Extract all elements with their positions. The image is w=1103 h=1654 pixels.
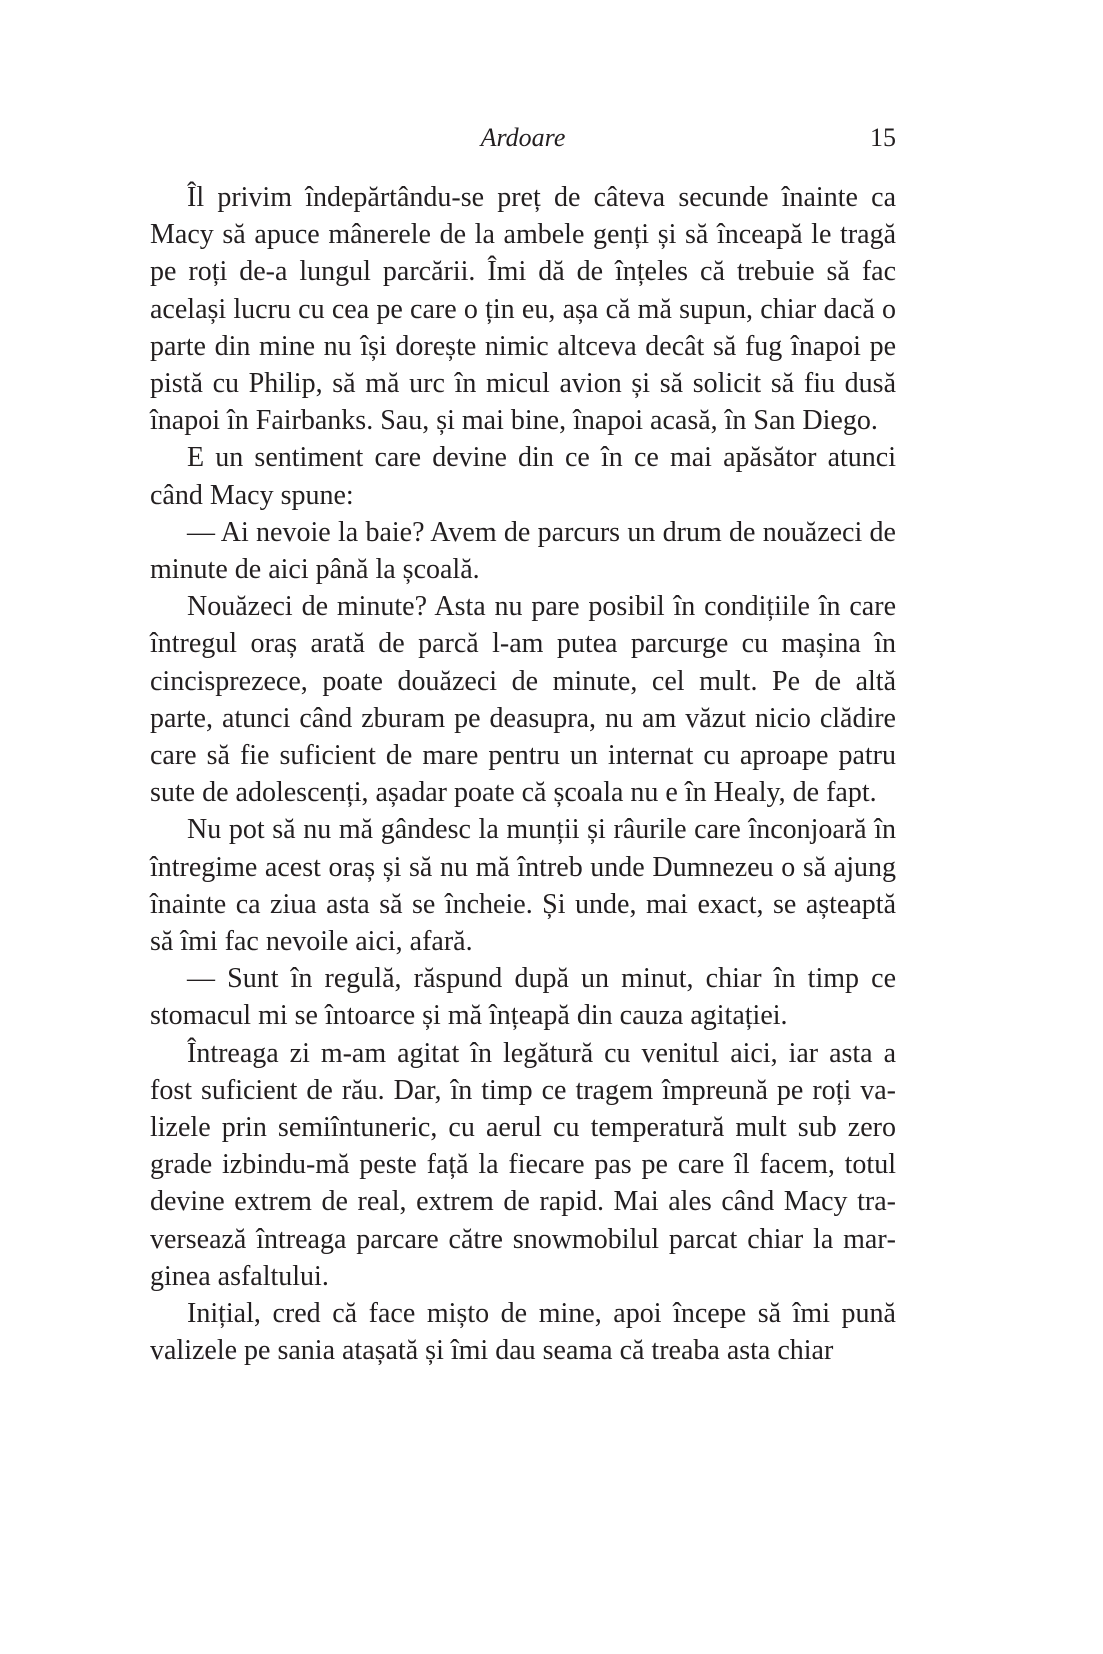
running-title: Ardoare: [480, 123, 566, 152]
dialogue-paragraph: — Ai nevoie la baie? Avem de parcurs un drum de nouăzeci de minute de aici până la școală.: [150, 516, 896, 586]
paragraph: Nouăzeci de minute? Asta nu pare posibil în condițiile în care întregul oraș arată de parcă l-am putea parcurge cu mașina în cincisprezece, poate douăzeci de minute, cel mult. Pe de altă parte, atunci când zburam pe deasupra, nu am văzut nicio clădire care să fie suficient de mare pentru un internat cu aproape patru sute de adolescenți, așadar poate că școala nu e în Healy, de fapt.: [150, 591, 896, 809]
page-header: [150, 121, 896, 155]
paragraph: E un sentiment care devine din ce în ce mai apăsător atunci când Macy spune:: [150, 442, 896, 511]
paragraph: Întreaga zi m-am agitat în legătură cu venitul aici, iar asta a fost suficient de rău. Dar, în timp ce tragem împreună pe roți valizele prin semiîntuneric, cu aerul cu temperatură mult sub zero grade izbindu-mă peste față la fiecare pas pe care îl facem, totul devine extrem de real, extrem de rapid. Mai ales când Macy traversează întreaga parcare către snowmobilul parcat chiar la marginea asfaltului.: [150, 1037, 896, 1292]
body-text: [150, 179, 896, 1370]
page-number: 15: [870, 123, 896, 152]
paragraph: Nu pot să nu mă gândesc la munții și râurile care înconjoară în întregime acest oraș și să nu mă întreb unde Dumnezeu o să ajung înainte ca ziua asta să se încheie. Și unde, mai exact, se așteaptă să îmi fac nevoile aici, afară.: [150, 814, 896, 958]
paragraph: Îl privim îndepărtându-se preț de câteva secunde înainte ca Macy să apuce mânerele de la ambele genți și să înceapă le tragă pe roți de-a lungul parcării. Îmi dă de înțeles că trebuie să fac același lucru cu cea pe care o țin eu, așa că mă supun, chiar dacă o parte din mine nu își dorește nimic altceva decât să fug înapoi pe pistă cu Philip, să mă urc în micul avion și să solicit să fiu dusă înapoi în Fairbanks. Sau, și mai bine, înapoi acasă, în San Diego.: [150, 182, 896, 437]
paragraph: Inițial, cred că face mișto de mine, apoi începe să îmi pună valizele pe sania atașată și îmi dau seama că treaba asta chiar: [150, 1298, 896, 1367]
dialogue-paragraph: — Sunt în regulă, răspund după un minut, chiar în timp ce stomacul mi se întoarce și mă înțeapă din cauza agitației.: [150, 963, 896, 1032]
